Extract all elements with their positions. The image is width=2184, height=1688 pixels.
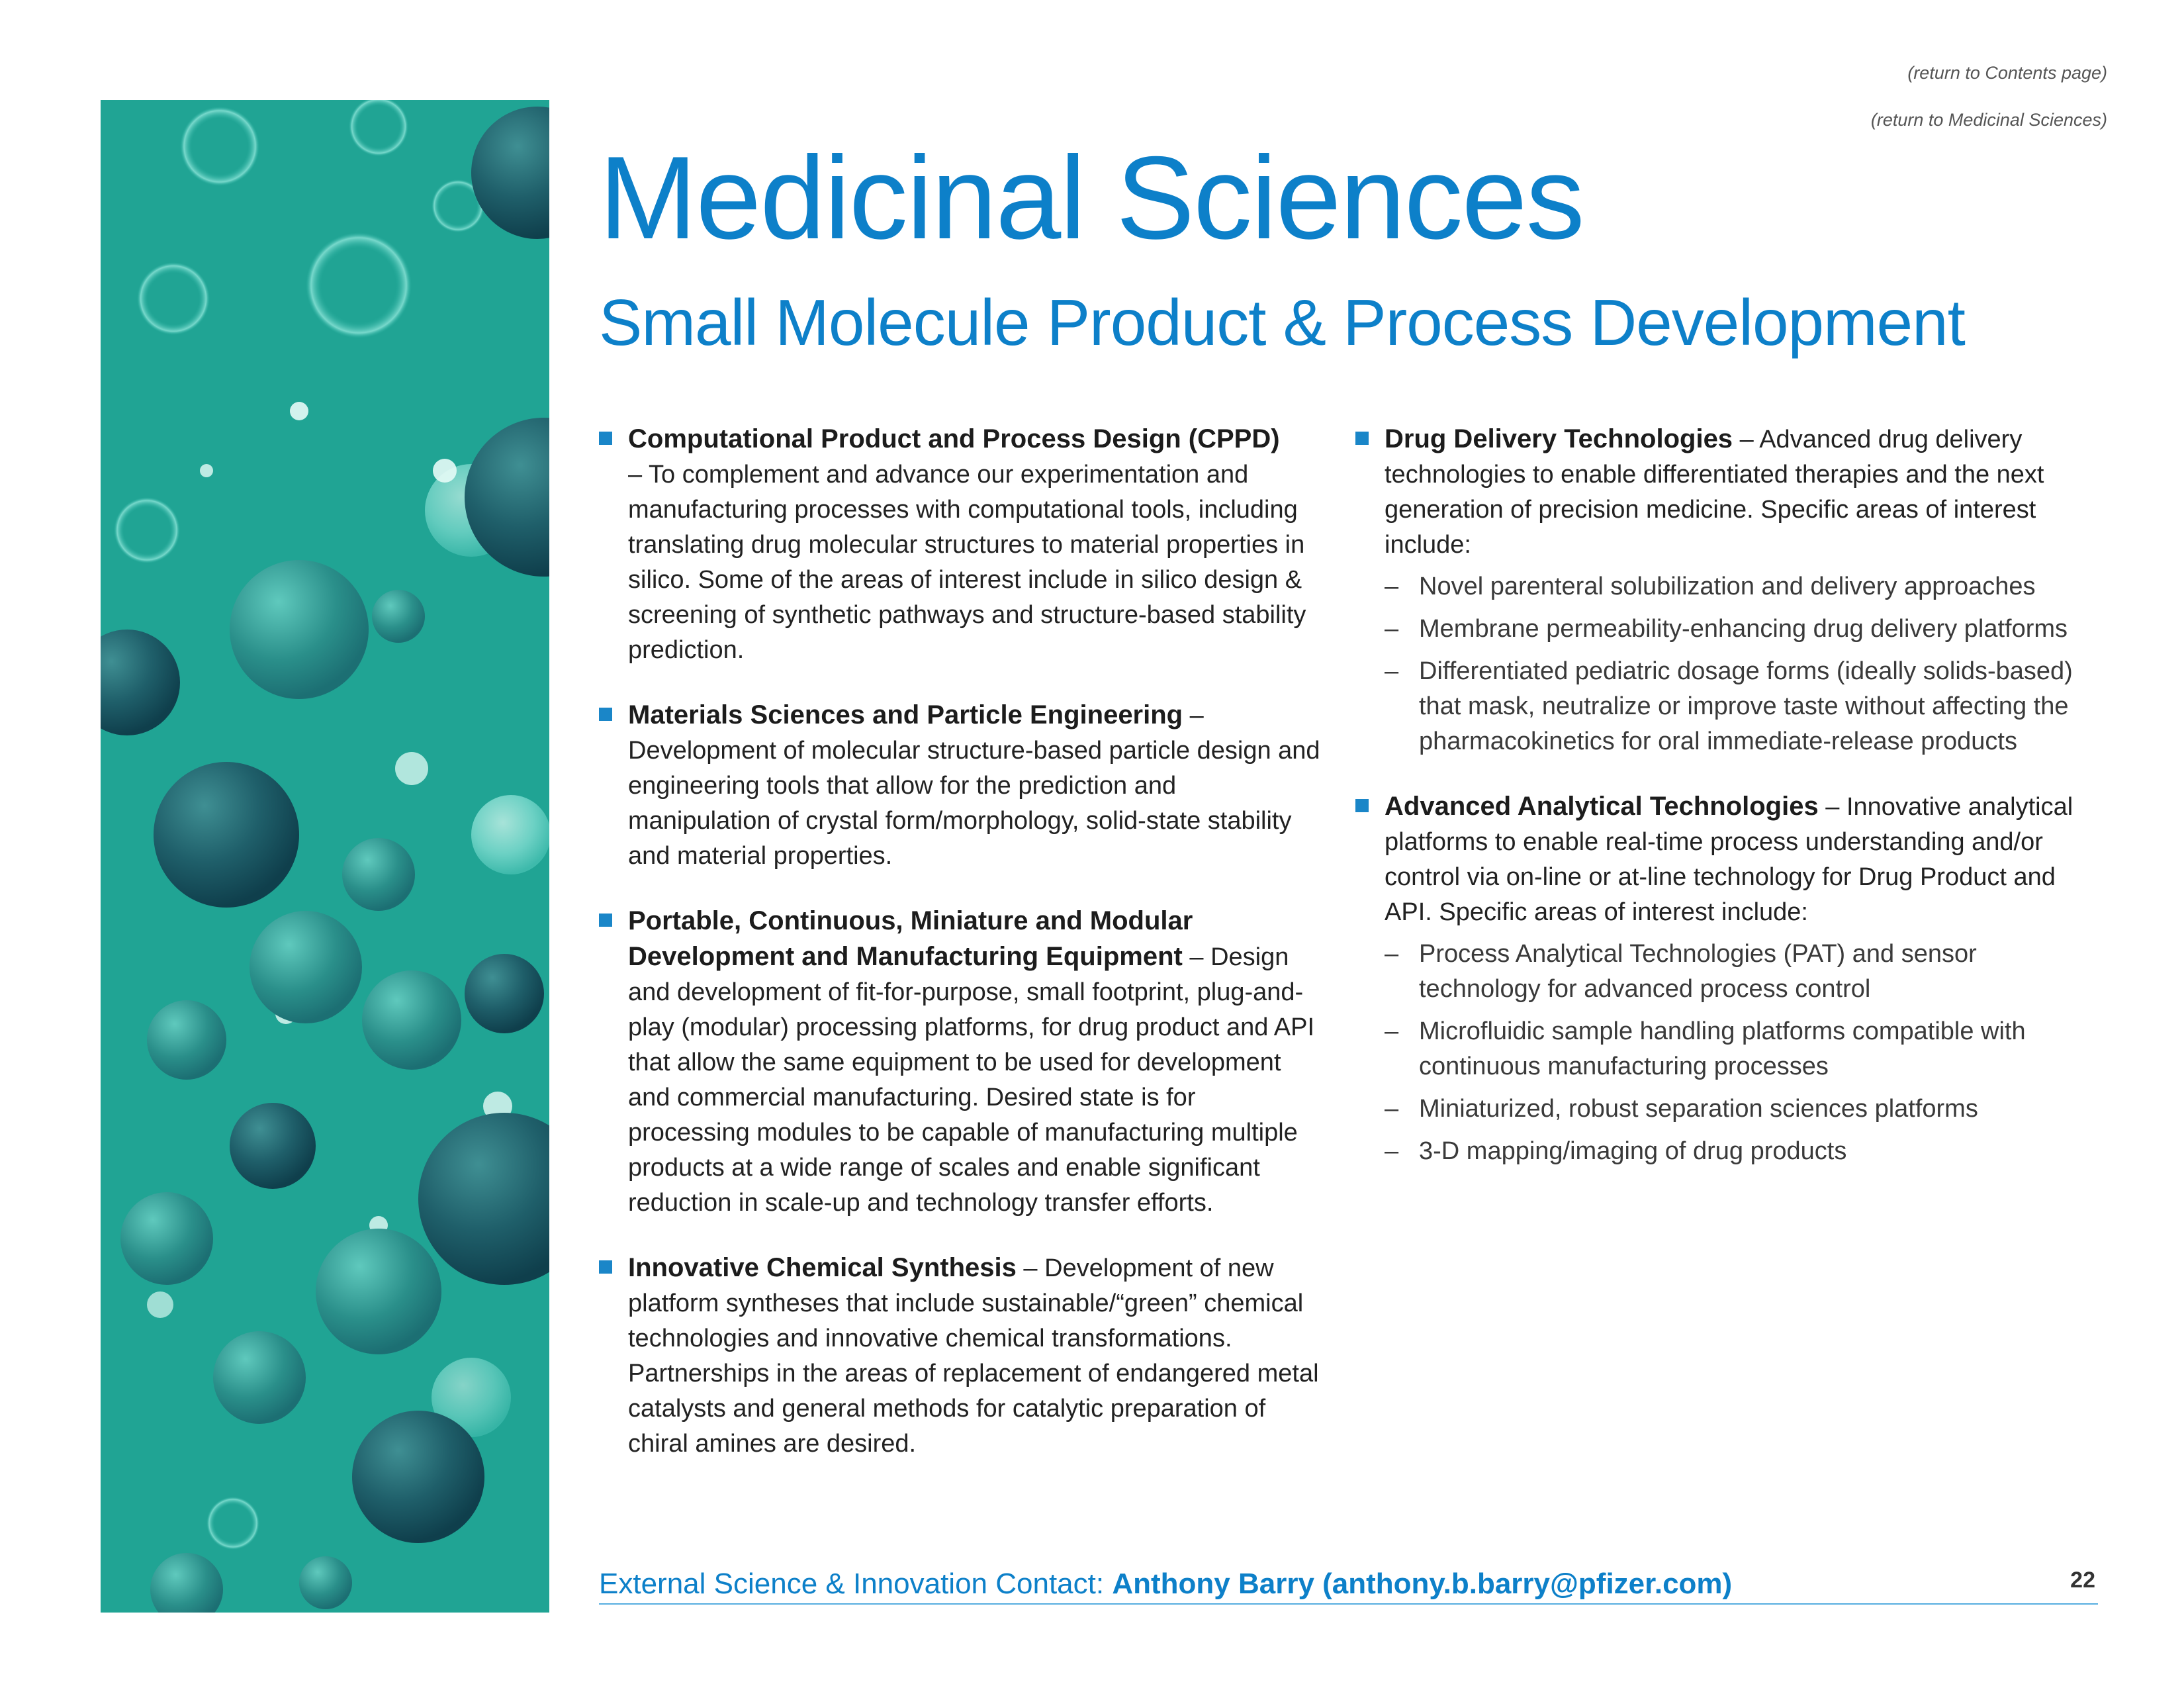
bullet-square-icon <box>599 708 612 721</box>
item-title: Portable, Continuous, Miniature and Modular Development and Manufacturing Equipment <box>628 906 1193 971</box>
item-description: – Innovative analytical platforms to enable real-time process understanding and/or control via on-line or at-line technology for Drug Product and API. Specific areas of interest include: <box>1385 793 2073 926</box>
right-column <box>1355 422 2083 1199</box>
list-item <box>1355 422 2083 759</box>
sub-list-item-text: Microfluidic sample handling platforms compatible with continuous manufacturing processes <box>1419 1017 2026 1080</box>
sub-list-item <box>1385 569 2083 604</box>
bullet-square-icon <box>1355 432 1369 445</box>
sub-list-item <box>1385 654 2083 759</box>
sub-list-item <box>1385 612 2083 647</box>
list-item <box>599 904 1320 1221</box>
sub-list-item-text: 3-D mapping/imaging of drug products <box>1419 1137 1847 1165</box>
bullet-square-icon <box>599 1260 612 1274</box>
molecule-image <box>101 100 549 1613</box>
item-description: – To complement and advance our experimentation and manufacturing processes with computational tools, including translating drug molecular structures to material properties in silico. Some of the areas of interest include in silico design & screening of synthetic pathways and structure-based stability prediction. <box>628 461 1306 664</box>
item-title: Innovative Chemical Synthesis <box>628 1253 1017 1282</box>
list-item <box>1355 789 2083 1169</box>
bullet-square-icon <box>599 914 612 927</box>
item-description: – Development of molecular structure-based particle design and engineering tools that allow for the prediction and manipulation of crystal form/morphology, solid-state stability and material properties. <box>628 702 1320 870</box>
sub-list <box>1385 937 2083 1169</box>
item-title: Materials Sciences and Particle Engineering <box>628 700 1183 729</box>
dash-icon: – <box>1385 940 1399 968</box>
dash-icon: – <box>1385 573 1399 600</box>
item-description: – Design and development of fit-for-purpose, small footprint, plug-and-play (modular) processing platforms, for drug product and API that allow the same equipment to be used for development and commercial manufacturing. Desired state is for processing modules to be capable of manufacturing multiple products at a wide range of scales and enable significant reduction in scale-up and technology transfer efforts. <box>628 943 1315 1217</box>
sub-list-item-text: Novel parenteral solubilization and delivery approaches <box>1419 573 2036 600</box>
return-to-contents-link[interactable]: (return to Contents page) <box>1907 63 2107 83</box>
sub-list <box>1385 569 2083 759</box>
sub-list-item-text: Membrane permeability-enhancing drug delivery platforms <box>1419 615 2068 643</box>
item-description: – Advanced drug delivery technologies to enable differentiated therapies and the next generation of precision medicine. Specific areas of interest include: <box>1385 426 2044 559</box>
dash-icon: – <box>1385 1137 1399 1165</box>
dash-icon: – <box>1385 657 1399 685</box>
list-item <box>599 698 1320 874</box>
contact-label: External Science & Innovation Contact: <box>599 1568 1113 1600</box>
left-column <box>599 422 1320 1491</box>
dash-icon: – <box>1385 1095 1399 1123</box>
page-subtitle: Small Molecule Product & Process Development <box>599 286 1965 359</box>
sub-list-item <box>1385 1092 2083 1127</box>
list-item <box>599 422 1320 668</box>
page-number: 22 <box>2070 1568 2095 1593</box>
contact-footer <box>599 1568 2098 1605</box>
sub-list-item <box>1385 1014 2083 1084</box>
list-item <box>599 1250 1320 1462</box>
item-title: Drug Delivery Technologies <box>1385 424 1733 453</box>
bullet-square-icon <box>1355 799 1369 812</box>
return-to-medicinal-sciences-link[interactable]: (return to Medicinal Sciences) <box>1870 110 2107 130</box>
sub-list-item <box>1385 937 2083 1007</box>
item-description: – Development of new platform syntheses that include sustainable/“green” chemical technologies and innovative chemical transformations. Partnerships in the areas of replacement of endangered metal catalysts and general methods for catalytic preparation of chiral amines are desired. <box>628 1254 1319 1458</box>
sub-list-item <box>1385 1134 2083 1169</box>
item-title: Advanced Analytical Technologies <box>1385 792 1819 821</box>
item-title: Computational Product and Process Design (CPPD) <box>628 424 1280 453</box>
dash-icon: – <box>1385 615 1399 643</box>
dash-icon: – <box>1385 1017 1399 1045</box>
sub-list-item-text: Differentiated pediatric dosage forms (ideally solids-based) that mask, neutralize or improve taste without affecting the pharmacokinetics for oral immediate-release products <box>1419 657 2073 755</box>
sub-list-item-text: Miniaturized, robust separation sciences platforms <box>1419 1095 1978 1123</box>
contact-email-link[interactable]: Anthony Barry (anthony.b.barry@pfizer.com) <box>1112 1568 1733 1600</box>
bullet-square-icon <box>599 432 612 445</box>
page-title: Medicinal Sciences <box>599 132 1584 263</box>
sub-list-item-text: Process Analytical Technologies (PAT) and sensor technology for advanced process control <box>1419 940 1977 1003</box>
